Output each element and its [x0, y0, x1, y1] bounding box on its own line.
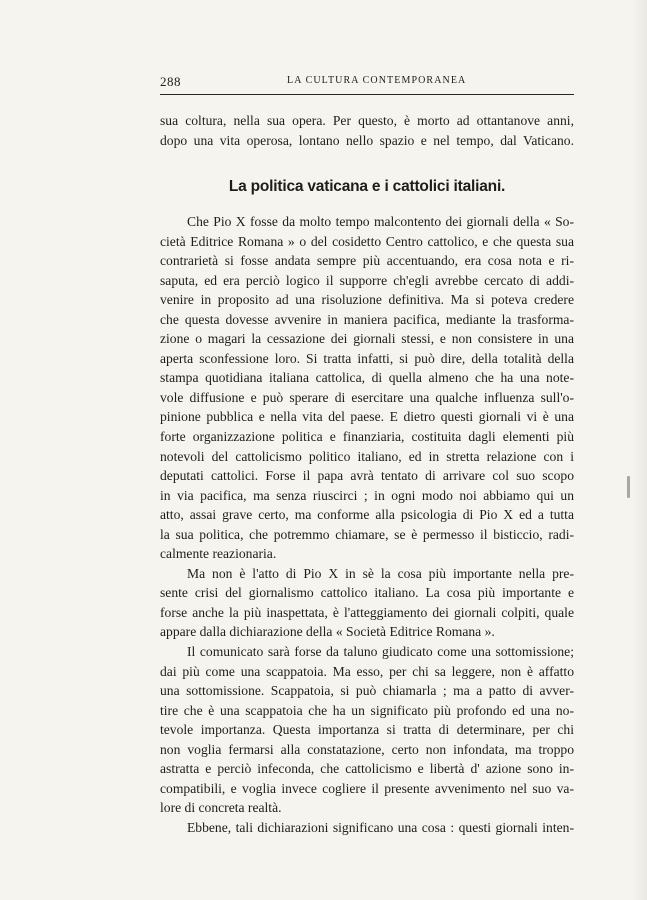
body-line: astratta e perciò infeconda, che cattolicismo e libertà d' azione sono in-	[160, 761, 574, 777]
body-line: cietà Editrice Romana » o del cosidetto Centro cattolico, e che questa sua	[160, 233, 574, 249]
page-number: 288	[160, 74, 181, 89]
body-line: lore di concreta realtà.	[160, 800, 282, 816]
body-line: sente crisi del giornalismo cattolico italiano. La cosa più importante e	[160, 585, 574, 601]
body-line: deputati cattolici. Forse il papa avrà tentato di arrivare col suo scopo	[160, 468, 574, 484]
body-line: forse anche la più inaspettata, è l'atteggiamento dei giornali colpiti, quale	[160, 604, 574, 620]
body-line: Ebbene, tali dichiarazioni significano una cosa : questi giornali inten-	[187, 819, 574, 835]
page-header	[160, 74, 574, 92]
body-line: Il comunicato sarà forse da taluno giudicato come una sottomissione;	[187, 644, 574, 660]
body-line: che questa dovesse avvenire in maniera pacifica, mediante la trasforma-	[160, 311, 574, 327]
running-title: LA CULTURA CONTEMPORANEA	[287, 75, 467, 86]
section-title: La politica vaticana e i cattolici italiani.	[228, 178, 506, 195]
body-line: contrarietà si fosse andata sempre più accentuando, era cosa nota e ri-	[160, 253, 574, 269]
body-line: notevoli del cattolicismo politico italiano, ed in stretta relazione con i	[160, 448, 574, 464]
body-line: in via pacifica, ma senza riuscirci ; in ogni modo noi abbiamo qui un	[160, 487, 574, 503]
body-line: aperta sconfessione loro. Si tratta infatti, si può dire, della totalità della	[160, 350, 574, 366]
body-line: calmente reazionaria.	[160, 546, 277, 562]
body-line: compatibili, e voglia invece cogliere il presente avvenimento nel suo va-	[160, 780, 574, 796]
body-line: dai più come una scappatoia. Ma esso, per chi sa leggere, non è affatto	[160, 663, 574, 679]
body-line: tire che è una scappatoia che ha un significato più profondo ed una no-	[160, 702, 574, 718]
paragraph-1	[160, 212, 574, 838]
body-line: saputa, ed era perciò logico il supporre ch'egli avrebbe cercato di addi-	[160, 272, 574, 288]
body-line: venire in proposito ad una risoluzione definitiva. Ma si poteva credere	[160, 292, 574, 308]
body-line: stampa quotidiana italiana cattolica, di quella almeno che ha una note-	[160, 370, 574, 386]
body-line: tevole importanza. Questa importanza si tratta di determinare, per chi	[160, 722, 574, 738]
body-line: zione o magari la cessazione dei giornali stessi, e non consistere in una	[160, 331, 574, 347]
intro-line: sua coltura, nella sua opera. Per questo, è morto ad ottantanove anni,	[160, 113, 574, 128]
header-rule	[160, 94, 574, 95]
body-line: una sottomissione. Scappatoia, si può chiamarla ; ma a patto di avver-	[160, 683, 574, 699]
body-line: vole diffusione e può sperare di esercitare una qualche influenza sull'o-	[160, 389, 574, 405]
body-line: atto, assai grave certo, ma conforme alla psicologia di Pio X ed a tutta	[160, 507, 574, 523]
body-line: Che Pio X fosse da molto tempo malcontento dei giornali della « So-	[187, 214, 574, 229]
body-line: pinione pubblica e nella vita del paese. E dietro questi giornali vi è una	[160, 409, 574, 425]
body-line: forte organizzazione politica e finanziaria, costituita dagli elementi più	[160, 429, 574, 445]
body-line: appare dalla dichiarazione della « Società Editrice Romana ».	[160, 624, 495, 640]
margin-mark	[627, 476, 630, 498]
scan-edge-shadow	[633, 0, 647, 900]
body-line: non voglia fermarsi alla constatazione, certo non infondata, ma troppo	[160, 741, 574, 757]
intro-text	[160, 111, 574, 150]
intro-line: dopo una vita operosa, lontano nello spazio e nel tempo, dal Vaticano.	[160, 132, 574, 148]
body-line: Ma non è l'atto di Pio X in sè la cosa più importante nella pre-	[187, 565, 574, 581]
body-line: la sua politica, che potremmo chiamare, se è permesso il bisticcio, radi-	[160, 526, 574, 542]
